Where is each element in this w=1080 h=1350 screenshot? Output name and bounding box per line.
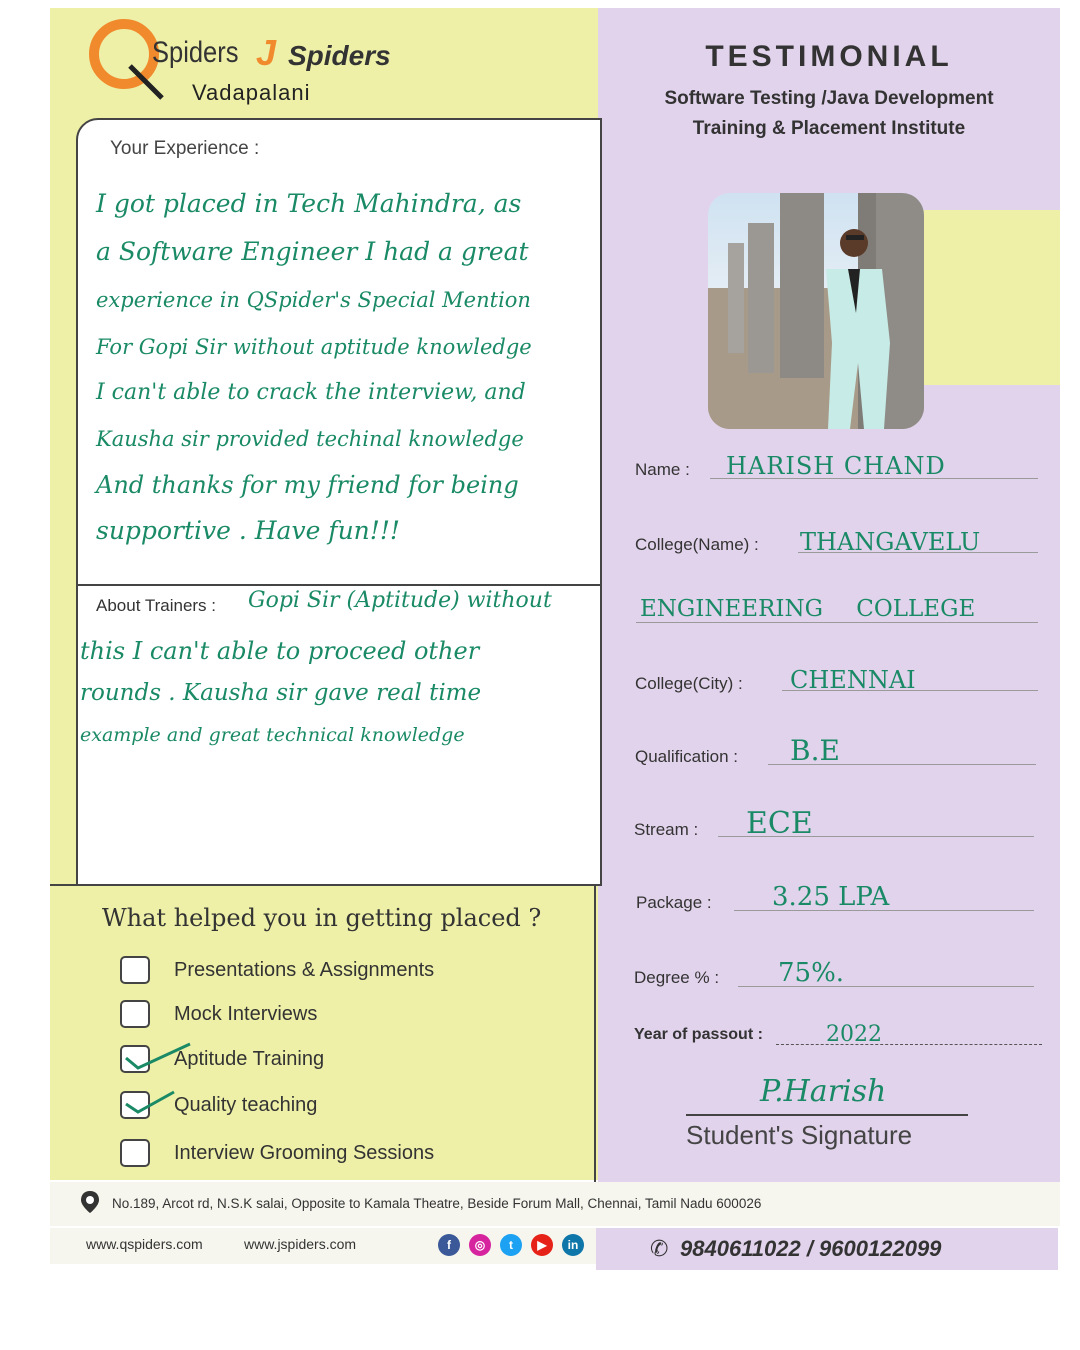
checkbox[interactable] (120, 956, 150, 984)
jspiders-wordmark: Spiders (288, 40, 391, 71)
experience-line: I got placed in Tech Mahindra, as (96, 189, 522, 218)
website-jspiders[interactable]: www.jspiders.com (244, 1236, 357, 1252)
location-pin-icon (80, 1190, 100, 1219)
check-mark-icon (124, 1086, 194, 1120)
trainers-line: rounds . Kausha sir gave real time (80, 680, 482, 706)
college-value-2: ENGINEERING COLLEGE (640, 596, 976, 622)
option-label: Aptitude Training (174, 1047, 325, 1070)
experience-label: Your Experience : (110, 138, 260, 159)
footer-phones: 9840611022 / 9600122099 (680, 1236, 942, 1261)
checkbox[interactable] (120, 1139, 150, 1167)
option-row (120, 948, 580, 992)
option-row (120, 1036, 580, 1082)
jspiders-logo: J (256, 32, 277, 73)
testimonial-title: TESTIMONIAL (705, 40, 953, 73)
trainers-first-line: Gopi Sir (Aptitude) without (248, 588, 552, 613)
qualification-value: B.E (790, 734, 840, 767)
option-label: Quality teaching (174, 1093, 318, 1116)
year-value: 2022 (826, 1022, 882, 1047)
experience-line: And thanks for my friend for being (96, 471, 519, 499)
website-qspiders[interactable]: www.qspiders.com (86, 1236, 203, 1252)
city-label: College(City) : (635, 674, 743, 693)
header-subtitle-2: Training & Placement Institute (692, 118, 966, 139)
experience-line: experience in QSpider's Special Mention (96, 288, 531, 312)
experience-text (96, 180, 596, 554)
experience-line: Kausha sir provided techinal knowledge (96, 427, 524, 451)
signature-line (686, 1114, 968, 1116)
trainers-line: example and great technical knowledge (80, 724, 465, 746)
youtube-icon[interactable]: ▶ (531, 1234, 553, 1256)
student-photo (708, 193, 924, 429)
experience-line: For Gopi Sir without aptitude knowledge (96, 335, 532, 359)
city-value: CHENNAI (790, 666, 916, 694)
branch-name: Vadapalani (192, 80, 311, 105)
trainers-text (80, 630, 600, 756)
option-label: Mock Interviews (174, 1002, 318, 1025)
year-label: Year of passout : (634, 1026, 763, 1043)
social-icons (438, 1234, 584, 1256)
linkedin-icon[interactable]: in (562, 1234, 584, 1256)
trainers-label: About Trainers : (96, 596, 217, 615)
phone-icon: ✆ (650, 1236, 669, 1261)
trainers-line: this I can't able to proceed other (80, 637, 480, 665)
section-divider (76, 584, 602, 586)
year-line (776, 1044, 1042, 1045)
college-line-2 (636, 622, 1038, 623)
placed-options (120, 948, 580, 1178)
option-row (120, 1128, 580, 1178)
college-value-1: THANGAVELU (800, 528, 981, 556)
signature-label: Student's Signature (686, 1120, 913, 1150)
degree-label: Degree % : (634, 968, 720, 987)
footer-address: No.189, Arcot rd, N.S.K salai, Opposite to Kamala Theatre, Beside Forum Mall, Chennai, Tamil Nadu 600026 (112, 1196, 762, 1211)
checkbox[interactable] (120, 1000, 150, 1028)
twitter-icon[interactable]: t (500, 1234, 522, 1256)
option-label: Presentations & Assignments (174, 958, 435, 981)
facebook-icon[interactable]: f (438, 1234, 460, 1256)
placed-question: What helped you in getting placed ? (102, 904, 542, 932)
experience-line: supportive . Have fun!!! (96, 516, 400, 545)
package-value: 3.25 LPA (772, 882, 890, 912)
option-label: Interview Grooming Sessions (174, 1141, 435, 1164)
experience-line: a Software Engineer I had a great (96, 237, 529, 266)
option-row (120, 992, 580, 1036)
experience-line: I can't able to crack the interview, and (96, 380, 526, 405)
package-label: Package : (636, 893, 712, 912)
header-subtitle-1: Software Testing /Java Development (664, 88, 994, 109)
qspiders-wordmark: Spiders (152, 36, 239, 69)
name-value: HARISH CHAND (726, 452, 946, 480)
name-label: Name : (635, 460, 690, 479)
stream-value: ECE (746, 806, 813, 841)
instagram-icon[interactable]: ◎ (469, 1234, 491, 1256)
stream-label: Stream : (634, 820, 699, 839)
degree-value: 75%. (778, 958, 845, 988)
college-label: College(Name) : (635, 535, 759, 554)
qualification-label: Qualification : (635, 747, 738, 766)
photo-accent-block (905, 210, 1060, 385)
check-mark-icon (124, 1040, 194, 1074)
signature-handwritten: P.Harish (760, 1074, 887, 1109)
option-row (120, 1082, 580, 1128)
